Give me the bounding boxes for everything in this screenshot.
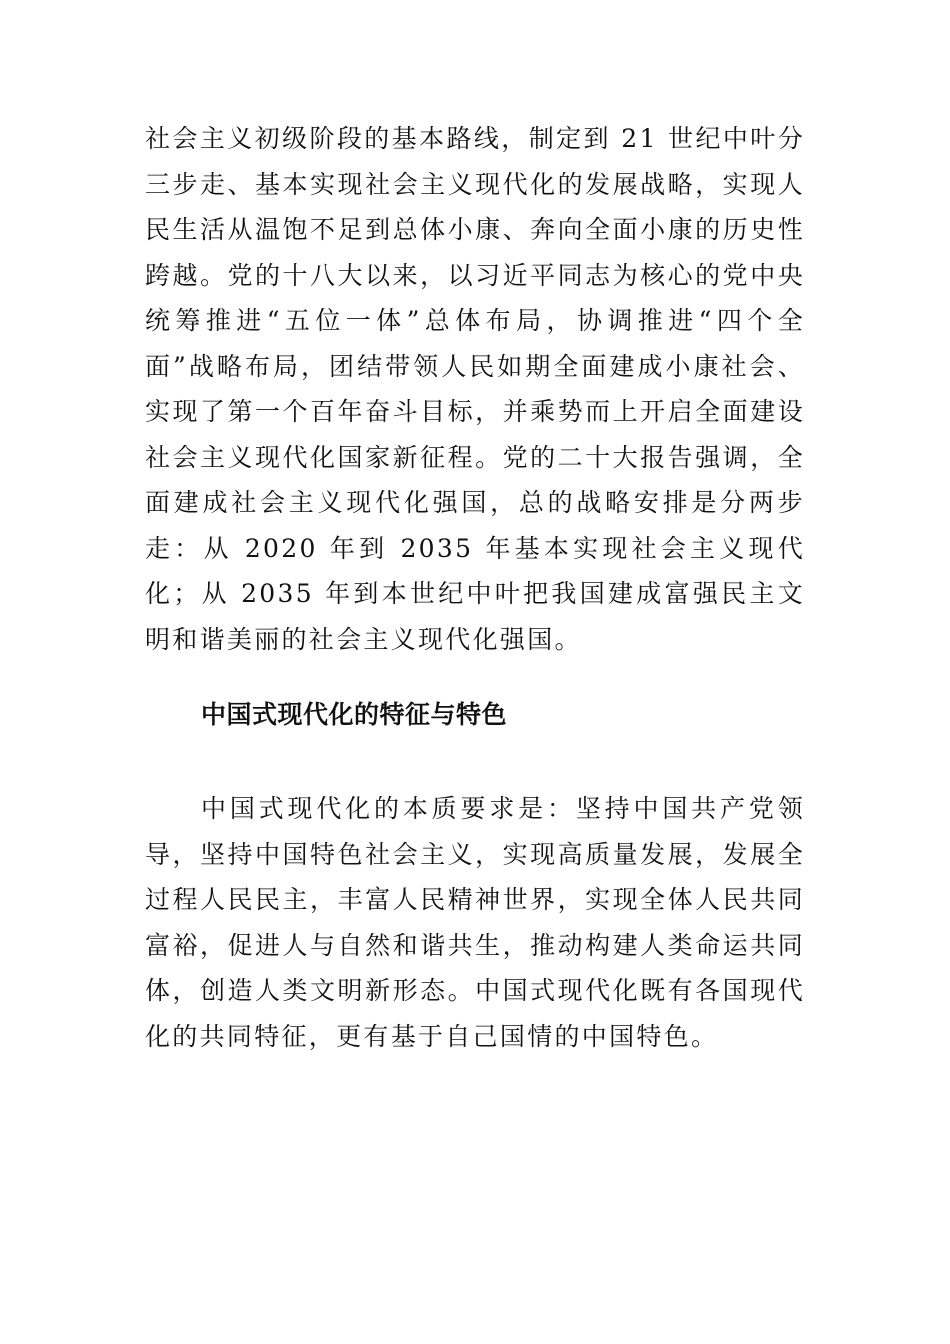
section-heading: 中国式现代化的特征与特色 [201,700,508,729]
body-paragraph-strategy: 社会主义初级阶段的基本路线，制定到 21 世纪中叶分三步走、基本实现社会主义现代化的发展战略，实现人民生活从温饱不足到总体小康、奔向全面小康的历史性跨越。党的十八大以来，以习近平同志为核心的党中央统筹推进“五位一体”总体布局，协调推进“四个全面”战略布局，团结带领人民如期全面建成小康社会、实现了第一个百年奋斗目标，并乘势而上开启全面建设社会主义现代化国家新征程。党的二十大报告强调，全面建成社会主义现代化强国，总的战略安排是分两步走：从 2020 年到 2035 年基本实现社会主义现代化；从 2035 年到本世纪中叶把我国建成富强民主文明和谐美丽的社会主义现代化强国。 [145,124,805,654]
body-paragraph-characteristics: 中国式现代化的本质要求是：坚持中国共产党领导，坚持中国特色社会主义，实现高质量发展，发展全过程人民民主，丰富人民精神世界，实现全体人民共同富裕，促进人与自然和谐共生，推动构建人类命运共同体，创造人类文明新形态。中国式现代化既有各国现代化的共同特征，更有基于自己国情的中国特色。 [145,794,805,1051]
